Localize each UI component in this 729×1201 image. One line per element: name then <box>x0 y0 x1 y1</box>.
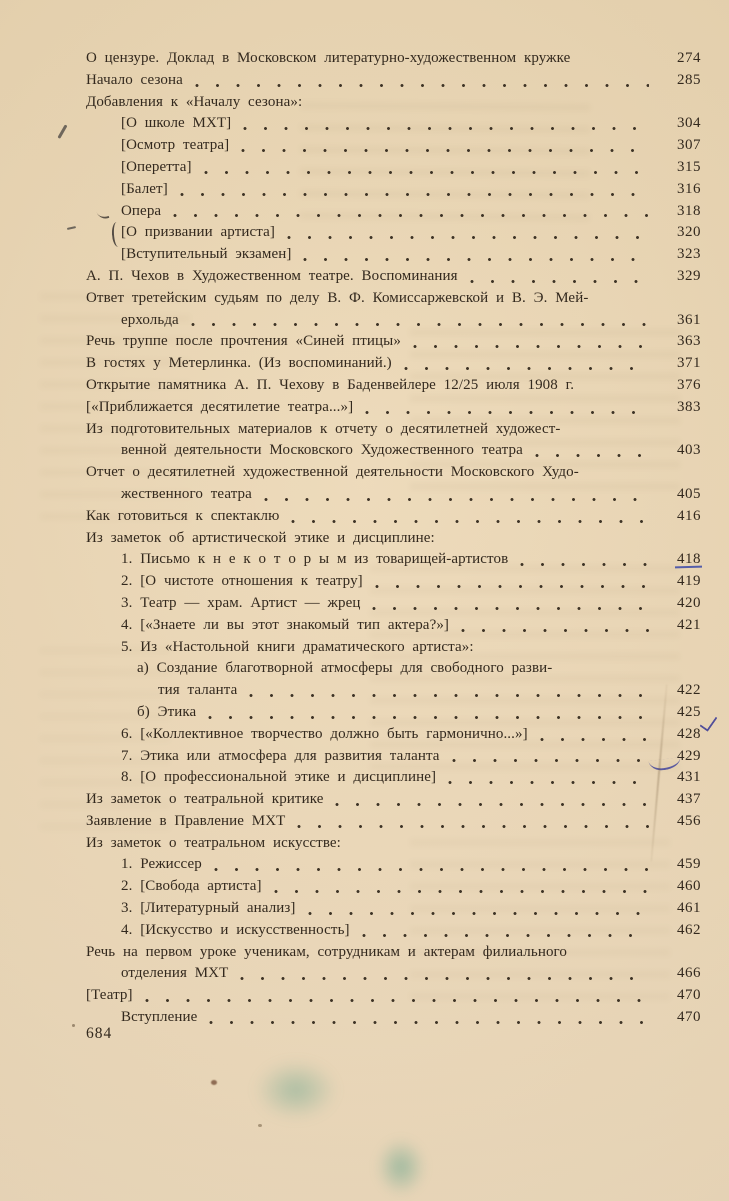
toc-entry <box>86 484 701 506</box>
dot-leader <box>274 889 649 894</box>
teal-stain <box>376 1138 426 1196</box>
dot-leader <box>241 148 649 153</box>
toc-entry <box>86 898 701 920</box>
dot-leader <box>191 322 649 327</box>
toc-entry-page-number: 304 <box>677 115 701 132</box>
toc-entry <box>86 135 701 157</box>
toc-entry <box>86 985 701 1007</box>
toc-entry-page-cell <box>659 1007 701 1029</box>
dot-leader <box>461 628 649 633</box>
toc-entry-page-cell <box>659 70 701 92</box>
toc-entry-title: [Театр] <box>86 987 133 1004</box>
toc-entry-page-cell <box>659 331 701 353</box>
toc-entry-page-cell <box>659 506 701 528</box>
toc-entry-page-number: 460 <box>677 878 701 895</box>
toc-entry-page-cell <box>659 615 701 637</box>
toc-entry-page-cell <box>659 135 701 157</box>
toc-entry-title: 2. [О чистоте отношения к театру] <box>121 573 363 590</box>
toc-entry-page-number: 361 <box>677 311 701 328</box>
toc-entry-title: [Балет] <box>121 180 168 197</box>
toc-entry <box>86 48 701 70</box>
dot-leader <box>195 83 649 88</box>
toc-entry-page-cell <box>659 789 701 811</box>
toc-entry-page-number: 329 <box>677 267 701 284</box>
toc-entry-page-cell <box>659 985 701 1007</box>
toc-entry <box>86 615 701 637</box>
toc-entry <box>86 528 701 550</box>
dot-leader <box>470 279 649 284</box>
toc-entry-title: Заявление в Правление МХТ <box>86 812 286 829</box>
toc-entry <box>86 571 701 593</box>
toc-entry-page-cell <box>659 440 701 462</box>
toc-entry-page-cell <box>659 484 701 506</box>
toc-entry-title: [«Приближается десятилетие театра...»] <box>86 398 354 415</box>
toc-entry-title: Опера <box>121 202 162 219</box>
toc-entry-title: 1. Письмо к н е к о т о р ы м из товарищей-артистов <box>121 551 509 568</box>
toc-entry <box>86 963 701 985</box>
toc-entry-page-number: 462 <box>677 921 701 938</box>
toc-entry-page-number: 461 <box>677 900 701 917</box>
toc-entry-title: Добавления к «Началу сезона»: <box>86 93 303 110</box>
toc-entry <box>86 942 701 964</box>
toc-entry <box>86 331 701 353</box>
toc-entry-title: Из заметок об артистической этике и дисциплине: <box>86 529 435 546</box>
toc-entry-page-number: 315 <box>677 158 701 175</box>
toc-entry <box>86 353 701 375</box>
dot-leader <box>204 170 649 175</box>
toc-entry-page-cell <box>659 767 701 789</box>
toc-entry-page-number: 431 <box>677 769 701 786</box>
toc-entry-page-number: 470 <box>677 1009 701 1026</box>
toc-entry-page-number: 456 <box>677 812 701 829</box>
toc-entry-title: 3. [Литературный анализ] <box>121 900 296 917</box>
toc-entry <box>86 833 701 855</box>
toc-entry-page-cell <box>659 811 701 833</box>
toc-entry <box>86 266 701 288</box>
dot-leader <box>362 933 649 938</box>
toc-entry <box>86 854 701 876</box>
toc-entry-page-cell <box>659 244 701 266</box>
toc-entry-page-cell <box>659 898 701 920</box>
toc-entry-title: Речь труппе после прочтения «Синей птицы» <box>86 333 401 350</box>
pen-checkmark <box>700 712 718 732</box>
toc-entry-page-number: 437 <box>677 791 701 808</box>
dot-leader <box>303 257 649 262</box>
toc-entry <box>86 746 701 768</box>
toc-entry-title: [Осмотр театра] <box>121 137 230 154</box>
toc-entry-title: [О школе МХТ] <box>121 115 232 132</box>
toc-entry <box>86 549 701 571</box>
dot-leader <box>291 519 649 524</box>
toc-entry <box>86 440 701 462</box>
toc-entry <box>86 789 701 811</box>
dot-leader <box>448 780 649 785</box>
toc-entry-page-cell <box>659 571 701 593</box>
toc-entry-page-number: 421 <box>677 616 701 633</box>
dot-leader <box>452 758 649 763</box>
toc-entry-page-number: 419 <box>677 573 701 590</box>
pencil-slash-mark <box>57 124 67 138</box>
toc-entry-title: венной деятельности Московского Художественного театра <box>121 442 523 459</box>
toc-entry-title: б) Этика <box>137 703 197 720</box>
toc-entry-page-cell <box>659 222 701 244</box>
toc-entry <box>86 375 701 397</box>
toc-entry-page-number: 285 <box>677 71 701 88</box>
dot-leader <box>243 126 649 131</box>
toc-entry <box>86 92 701 114</box>
toc-entry-page-number: 470 <box>677 987 701 1004</box>
toc-entry-title: 4. [«Знаете ли вы этот знакомый тип актера?»] <box>121 616 450 633</box>
toc-entry-page-cell <box>659 963 701 985</box>
dot-leader <box>208 715 649 720</box>
toc-entry-title: тия таланта <box>158 682 238 699</box>
toc-entry <box>86 244 701 266</box>
toc-entry-page-cell <box>659 920 701 942</box>
toc-entry-page-number: 371 <box>677 355 701 372</box>
toc-entry-title: жественного театра <box>121 485 252 502</box>
dot-leader <box>375 584 649 589</box>
dot-leader <box>365 410 649 415</box>
toc-entry <box>86 310 701 332</box>
toc-entry-page-cell <box>659 549 701 571</box>
toc-entry-title: Вступление <box>121 1009 198 1026</box>
dot-leader <box>413 344 649 349</box>
toc-entry-title: Из заметок о театральной критике <box>86 791 324 808</box>
toc-entry-title: 5. Из «Настольной книги драматического артиста»: <box>121 638 474 655</box>
toc-entry <box>86 506 701 528</box>
toc-entry-title: Речь на первом уроке ученикам, сотрудникам и актерам филиального <box>86 943 568 960</box>
toc-entry <box>86 876 701 898</box>
toc-entry <box>86 419 701 441</box>
toc-entry-title: Начало сезона <box>86 71 183 88</box>
toc-entry <box>86 113 701 135</box>
toc-entry <box>86 637 701 659</box>
toc-entry <box>86 70 701 92</box>
dot-leader <box>180 192 649 197</box>
toc-entry-title: 3. Театр — храм. Артист — жрец <box>121 594 361 611</box>
toc-entry-page-number: 422 <box>677 682 701 699</box>
dot-leader <box>535 453 649 458</box>
toc-entry-page-cell <box>659 876 701 898</box>
toc-entry-page-number: 418 <box>677 551 701 568</box>
dot-leader <box>308 911 649 916</box>
toc-entry-page-cell <box>659 113 701 135</box>
toc-entry-title: [Оперетта] <box>121 158 192 175</box>
toc-entry-page-cell <box>659 48 701 70</box>
dot-leader <box>582 61 649 66</box>
toc-entry-page-cell <box>659 157 701 179</box>
toc-entry-page-number: 274 <box>677 50 701 66</box>
toc-entry <box>86 201 701 223</box>
toc-entry-title: Открытие памятника А. П. Чехову в Баденвейлере 12/25 июля 1908 г. <box>86 376 575 393</box>
toc-entry-title: Из подготовительных материалов к отчету о десятилетней художест- <box>86 420 561 437</box>
toc-entry-page-number: 405 <box>677 485 701 502</box>
toc-entry-title: а) Создание благотворной атмосферы для свободного разви- <box>137 660 553 677</box>
toc-entry <box>86 767 701 789</box>
folio-page-number: 684 <box>86 1025 113 1042</box>
toc-entry <box>86 462 701 484</box>
dot-leader <box>145 998 649 1003</box>
toc-entry-page-cell <box>659 746 701 768</box>
toc-entry <box>86 724 701 746</box>
pencil-dash-mark <box>67 226 76 230</box>
toc-entry-title: Как готовиться к спектаклю <box>86 507 280 524</box>
toc-entry <box>86 702 701 724</box>
toc-entry-title: отделения МХТ <box>121 965 229 982</box>
toc-entry <box>86 811 701 833</box>
toc-entry-page-number: 318 <box>677 202 701 219</box>
dot-leader <box>173 213 649 218</box>
toc-entry-title: Из заметок о театральном искусстве: <box>86 834 341 851</box>
toc-entry <box>86 397 701 419</box>
toc-entry-page-cell <box>659 854 701 876</box>
dot-leader <box>586 388 649 393</box>
toc-entry <box>86 1007 701 1029</box>
toc-entry-title: 2. [Свобода артиста] <box>121 878 262 895</box>
dot-leader <box>287 235 649 240</box>
dot-leader <box>297 824 649 829</box>
dot-leader <box>214 867 649 872</box>
toc-entry-title: 4. [Искусство и искусственность] <box>121 921 350 938</box>
dot-leader <box>520 562 649 567</box>
toc-entry <box>86 920 701 942</box>
toc-entry-title: 7. Этика или атмосфера для развития таланта <box>121 747 440 764</box>
toc-entry-page-number: 420 <box>677 594 701 611</box>
toc-entry-page-number: 416 <box>677 507 701 524</box>
toc-entry <box>86 157 701 179</box>
toc-entry <box>86 288 701 310</box>
toc-entry-page-number: 429 <box>677 747 701 764</box>
toc-entry <box>86 179 701 201</box>
toc-entry-title: [О призвании артиста] <box>121 224 275 241</box>
toc-entry-page-number: 459 <box>677 856 701 873</box>
toc-entry-page-cell <box>659 724 701 746</box>
toc-entry-page-number: 428 <box>677 725 701 742</box>
dot-leader <box>240 976 649 981</box>
toc-entry <box>86 658 701 680</box>
toc-entry-title: В гостях у Метерлинка. (Из воспоминаний.) <box>86 355 392 372</box>
toc-entry-page-cell <box>659 375 701 397</box>
toc-entry-page-cell <box>659 266 701 288</box>
toc-entry-page-number: 466 <box>677 965 701 982</box>
toc-entry-title: А. П. Чехов в Художественном театре. Воспоминания <box>86 267 458 284</box>
toc-entry <box>86 680 701 702</box>
toc-entry-page-cell <box>659 353 701 375</box>
toc-entry-title: [Вступительный экзамен] <box>121 246 292 263</box>
toc-entry-page-number: 363 <box>677 333 701 350</box>
toc-entry-title: ерхольда <box>121 311 179 328</box>
toc-entry-page-cell <box>659 397 701 419</box>
paper-speck <box>72 1024 75 1027</box>
dot-leader <box>264 497 649 502</box>
toc-entry-page-number: 425 <box>677 703 701 720</box>
toc-entry-title: Отчет о десятилетней художественной деятельности Московского Худо- <box>86 464 579 481</box>
toc-entry-page-number: 323 <box>677 246 701 263</box>
toc-entry-page-number: 383 <box>677 398 701 415</box>
toc-entry-page-cell <box>659 310 701 332</box>
toc-entry <box>86 593 701 615</box>
toc-entry-page-number: 320 <box>677 224 701 241</box>
toc-entry-page-number: 376 <box>677 376 701 393</box>
toc-entry-page-cell <box>659 179 701 201</box>
toc-entry <box>86 222 701 244</box>
toc-entry-title: 6. [«Коллективное творчество должно быть гармонично...»] <box>121 725 528 742</box>
toc-entry-title: Ответ третейским судьям по делу В. Ф. Комиссаржевской и В. Э. Мей- <box>86 289 589 306</box>
toc-entry-title: О цензуре. Доклад в Московском литературно-художественном кружке <box>86 50 571 66</box>
paper-speck <box>258 1124 262 1127</box>
dot-leader <box>209 1020 649 1025</box>
dot-leader <box>404 366 649 371</box>
dot-leader <box>372 606 649 611</box>
toc-entry-page-number: 307 <box>677 137 701 154</box>
dot-leader <box>335 802 649 807</box>
teal-stain <box>255 1060 337 1120</box>
toc-entry-page-cell <box>659 201 701 223</box>
toc-entry-page-number: 316 <box>677 180 701 197</box>
toc-entry-title: 1. Режиссер <box>121 856 202 873</box>
dot-leader <box>249 693 649 698</box>
toc-entry-page-cell <box>659 593 701 615</box>
toc-entry-page-number: 403 <box>677 442 701 459</box>
table-of-contents <box>86 48 701 1029</box>
paper-speck <box>211 1080 217 1085</box>
dot-leader <box>540 737 649 742</box>
toc-entry-title: 8. [О профессиональной этике и дисциплине] <box>121 769 437 786</box>
